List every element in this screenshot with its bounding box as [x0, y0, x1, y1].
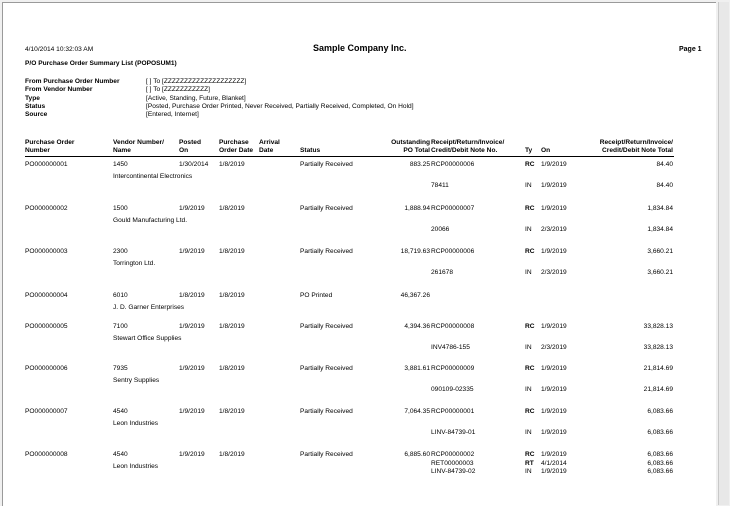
col-total-line1: Receipt/Return/Invoice/ — [599, 139, 673, 146]
company-name: Sample Company Inc. — [313, 43, 407, 53]
document-date: 1/9/2019 — [541, 161, 567, 168]
vendor-number: 2300 — [113, 248, 128, 255]
document-number: 20066 — [431, 226, 450, 233]
document-total: 6,083.66 — [647, 468, 673, 476]
posted-on: 1/30/2014 — [179, 161, 209, 168]
vendor-number: 4540 — [113, 451, 128, 458]
vendor-number: 7935 — [113, 365, 128, 372]
col-vendor-line2: Name — [113, 147, 131, 154]
header-rule — [25, 156, 674, 157]
posted-on: 1/8/2019 — [179, 292, 205, 299]
document-total: 1,834.84 — [647, 226, 673, 233]
po-number: PO000000001 — [25, 161, 68, 168]
document-date: 2/3/2019 — [541, 226, 567, 233]
po-status: Partially Received — [300, 205, 353, 212]
col-receipt-line1: Receipt/Return/Invoice/ — [431, 139, 505, 146]
filter-label: From Vendor Number — [25, 86, 93, 94]
report-title: P/O Purchase Order Summary List (POPOSUM1) — [25, 60, 177, 67]
po-status: Partially Received — [300, 408, 353, 415]
po-status: Partially Received — [300, 323, 353, 330]
document-date: 1/9/2019 — [541, 408, 567, 415]
col-type: Ty — [525, 147, 533, 154]
filter-label: Status — [25, 102, 46, 110]
po-number: PO000000008 — [25, 451, 68, 458]
col-arrival-line2: Date — [259, 147, 274, 154]
order-date: 1/8/2019 — [219, 408, 245, 415]
document-date: 1/9/2019 — [541, 451, 567, 458]
report-page — [2, 2, 716, 506]
filter-value: [Active, Standing, Future, Blanket] — [146, 94, 246, 102]
posted-on: 1/9/2019 — [179, 323, 205, 330]
filter-value: [Posted, Purchase Order Printed, Never Received, Partially Received, Completed, On Hold] — [146, 102, 414, 110]
page-number: Page 1 — [679, 46, 702, 53]
order-date: 1/8/2019 — [219, 248, 245, 255]
outstanding-total: 7,064.35 — [404, 408, 430, 415]
document-total: 21,814.69 — [643, 365, 673, 372]
vendor-name: Leon Industries — [113, 420, 159, 427]
document-number: 090109-02335 — [431, 386, 474, 393]
document-number: LINV-84739-01 — [431, 429, 476, 436]
po-number: PO000000005 — [25, 323, 68, 330]
col-posted-line1: Posted — [179, 139, 201, 146]
document-number: RCP00000001 — [431, 408, 475, 415]
document-date: 4/1/2014 — [541, 459, 567, 467]
vendor-number: 1450 — [113, 161, 128, 168]
filter-value: [ ] To [ZZZZZZZZZZZ] — [146, 86, 210, 94]
col-orderdate-line1: Purchase — [219, 139, 249, 146]
filter-value: [ ] To [ZZZZZZZZZZZZZZZZZZZZ] — [146, 78, 247, 85]
po-status: Partially Received — [300, 365, 353, 372]
order-date: 1/8/2019 — [219, 292, 245, 299]
document-total: 33,828.13 — [643, 323, 673, 330]
document-type: RC — [525, 161, 535, 168]
outstanding-total: 883.25 — [409, 161, 430, 168]
document-number: RCP00000006 — [431, 161, 475, 168]
order-date: 1/8/2019 — [219, 205, 245, 212]
vendor-name: Sentry Supplies — [113, 377, 160, 384]
order-date: 1/8/2019 — [219, 451, 245, 458]
vendor-name: J. D. Garner Enterprises — [113, 304, 185, 311]
posted-on: 1/9/2019 — [179, 248, 205, 255]
posted-on: 1/9/2019 — [179, 408, 205, 415]
col-posted-line2: On — [179, 147, 189, 154]
document-number: 78411 — [431, 182, 449, 189]
document-date: 1/9/2019 — [541, 248, 567, 255]
po-number: PO000000004 — [25, 292, 68, 299]
document-date: 2/3/2019 — [541, 344, 567, 351]
document-type: RC — [525, 205, 535, 212]
vendor-number: 7100 — [113, 323, 128, 330]
document-number: INV4786-155 — [431, 344, 470, 351]
document-date: 2/3/2019 — [541, 269, 567, 276]
col-vendor-line1: Vendor Number/ — [113, 139, 164, 146]
vendor-name: Stewart Office Supplies — [113, 335, 182, 342]
col-receipt-line2: Credit/Debit Note No. — [431, 147, 498, 154]
document-date: 1/9/2019 — [541, 205, 567, 212]
outstanding-total: 46,367.26 — [400, 292, 430, 299]
vendor-name: Gould Manufacturing Ltd. — [113, 217, 188, 224]
po-number: PO000000002 — [25, 205, 68, 212]
posted-on: 1/9/2019 — [179, 365, 205, 372]
document-type: IN — [525, 429, 532, 436]
document-type: IN — [525, 386, 532, 393]
col-arrival-line1: Arrival — [259, 139, 280, 146]
document-total: 1,834.84 — [647, 205, 673, 212]
vendor-number: 6010 — [113, 292, 128, 299]
document-type: RC — [525, 408, 535, 415]
vertical-scrollbar[interactable] — [718, 2, 729, 505]
document-number: RCP00000002 — [431, 451, 475, 458]
document-type: RT — [525, 459, 534, 467]
po-number: PO000000006 — [25, 365, 68, 372]
document-date: 1/9/2019 — [541, 323, 567, 330]
document-type: RC — [525, 248, 535, 255]
document-number: RCP00000009 — [431, 365, 475, 372]
col-outstanding-line1: Outstanding — [391, 139, 430, 146]
document-date: 1/9/2019 — [541, 365, 567, 372]
outstanding-total: 18,719.63 — [400, 248, 430, 255]
document-date: 1/9/2019 — [541, 386, 567, 393]
outstanding-total: 6,885.60 — [404, 451, 430, 458]
document-number: RCP00000008 — [431, 323, 475, 330]
filter-value: [Entered, Internet] — [146, 111, 199, 119]
vendor-number: 4540 — [113, 408, 128, 415]
posted-on: 1/9/2019 — [179, 451, 205, 458]
vendor-name: Torrington Ltd. — [113, 260, 156, 267]
vendor-number: 1500 — [113, 205, 128, 212]
document-date: 1/9/2019 — [541, 182, 567, 189]
outstanding-total: 4,394.36 — [404, 323, 430, 330]
outstanding-total: 3,881.61 — [404, 365, 430, 372]
document-number: RCP00000006 — [431, 248, 475, 255]
filter-label: From Purchase Order Number — [25, 78, 120, 85]
vendor-name: Leon Industries — [113, 463, 159, 470]
po-number: PO000000003 — [25, 248, 68, 255]
po-status: Partially Received — [300, 161, 353, 168]
col-status: Status — [300, 147, 321, 154]
col-po-line1: Purchase Order — [25, 139, 75, 146]
document-total: 84.40 — [656, 182, 673, 189]
document-total: 6,083.66 — [647, 451, 673, 458]
col-outstanding-line2: PO Total — [403, 147, 430, 154]
document-type: IN — [525, 468, 532, 476]
po-status: Partially Received — [300, 451, 353, 458]
document-type: IN — [525, 269, 532, 276]
document-type: RC — [525, 365, 535, 372]
document-total: 6,083.66 — [647, 429, 673, 436]
col-po-line2: Number — [25, 147, 50, 154]
posted-on: 1/9/2019 — [179, 205, 205, 212]
document-type: RC — [525, 323, 535, 330]
document-total: 84.40 — [656, 161, 673, 168]
po-status: PO Printed — [300, 292, 333, 299]
po-status: Partially Received — [300, 248, 353, 255]
document-type: IN — [525, 226, 532, 233]
document-total: 3,660.21 — [647, 269, 673, 276]
filter-label: Type — [25, 94, 40, 102]
document-type: RC — [525, 451, 535, 458]
col-on: On — [541, 147, 551, 154]
order-date: 1/8/2019 — [219, 161, 245, 168]
outstanding-total: 1,888.94 — [404, 205, 430, 212]
document-total: 6,083.66 — [647, 408, 673, 415]
document-total: 3,660.21 — [647, 248, 673, 255]
report-timestamp: 4/10/2014 10:32:03 AM — [25, 46, 94, 53]
document-number: RET00000003 — [431, 459, 474, 467]
document-type: IN — [525, 182, 532, 189]
order-date: 1/8/2019 — [219, 323, 245, 330]
col-total-line2: Credit/Debit Note Total — [602, 147, 673, 154]
document-number: LINV-84739-02 — [431, 468, 476, 476]
order-date: 1/8/2019 — [219, 365, 245, 372]
document-number: RCP00000007 — [431, 205, 475, 212]
document-number: 261678 — [431, 269, 454, 276]
document-type: IN — [525, 344, 532, 351]
document-total: 33,828.13 — [643, 344, 673, 351]
document-date: 1/9/2019 — [541, 468, 567, 476]
filter-label: Source — [25, 111, 48, 119]
po-number: PO000000007 — [25, 408, 68, 415]
col-orderdate-line2: Order Date — [219, 147, 254, 154]
document-total: 6,083.66 — [647, 459, 673, 467]
document-date: 1/9/2019 — [541, 429, 567, 436]
vendor-name: Intercontinental Electronics — [113, 173, 193, 180]
document-total: 21,814.69 — [643, 386, 673, 393]
